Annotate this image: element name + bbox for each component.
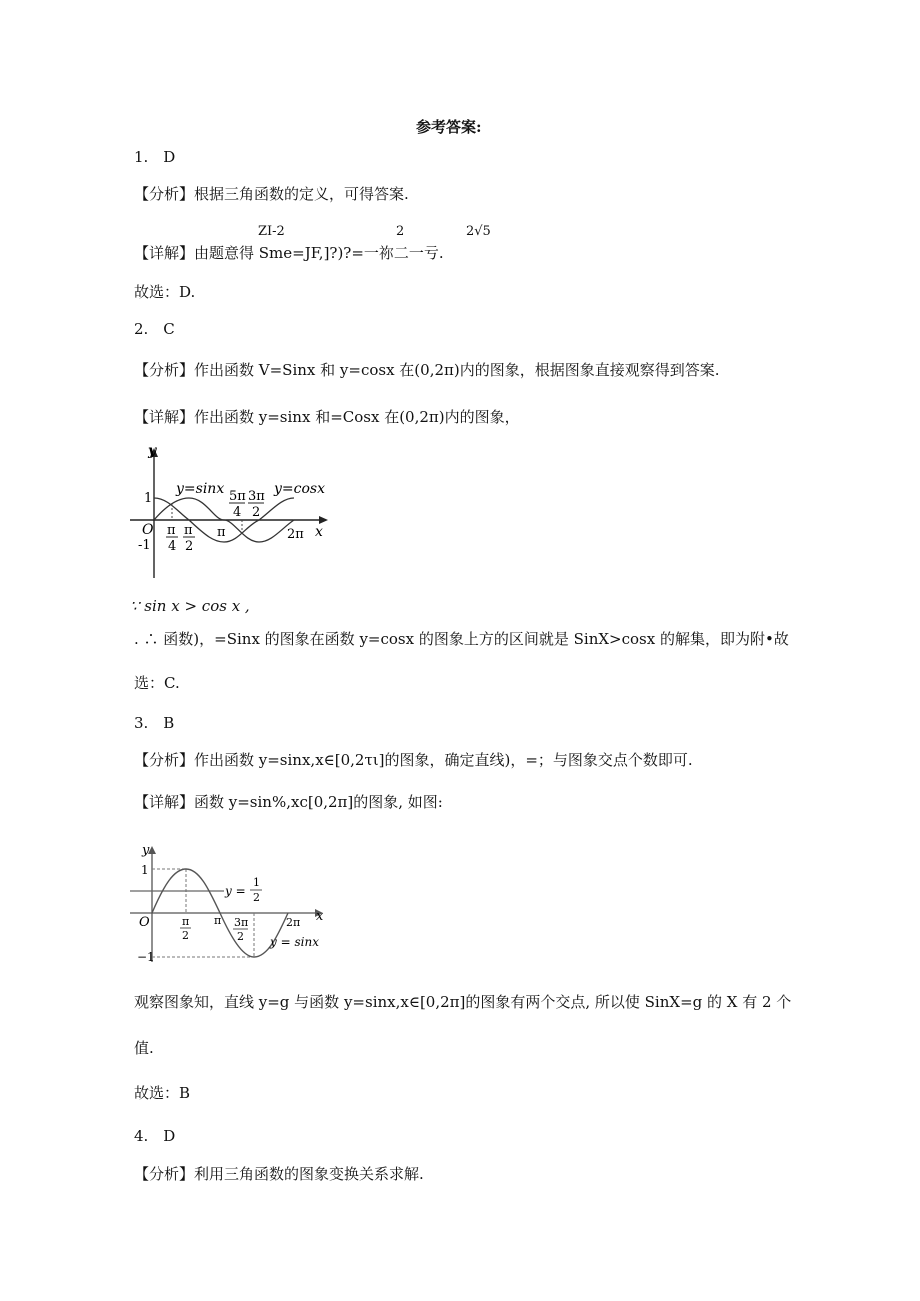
q3-detail: 【详解】函数 y=sin%,xc[0,2π]的图象, 如图: [134, 793, 443, 811]
q1-detail-top-1: ZI-2 [258, 224, 285, 239]
q2-5pi4-den: 4 [233, 505, 242, 520]
q1-detail-top-3: 2√5 [466, 224, 491, 239]
q2-conclusion-2: 选：C. [134, 674, 180, 692]
q2-sin-cos-graph [128, 440, 343, 585]
q1-analysis: 【分析】根据三角函数的定义，可得答案. [134, 185, 409, 203]
q3-x-label: x [316, 909, 324, 924]
q3-half-den: 2 [253, 891, 260, 904]
q2-detail: 【详解】作出函数 y=sinx 和=Cosx 在(0,2π)内的图象， [134, 408, 520, 426]
q2-neg-one: -1 [138, 538, 151, 553]
q3-neg-one: −1 [137, 950, 155, 964]
q3-number: 3. B [134, 714, 175, 732]
q2-number: 2. C [134, 320, 175, 338]
q1-detail-top-2: 2 [396, 224, 405, 239]
q1-detail: 【详解】由题意得 Sme=JF,]?)?=一祢二一亏. [134, 244, 444, 262]
q2-because: ∵ sin x > cos x , [130, 597, 250, 615]
q3-3pi2-num: 3π [234, 916, 249, 929]
q2-pi2-num: π [184, 523, 193, 538]
q4-analysis: 【分析】利用三角函数的图象变换关系求解. [134, 1165, 424, 1183]
q2-cos-label: y=cosx [274, 481, 325, 497]
q2-pi-label: π [217, 525, 226, 540]
q2-pi2-den: 2 [185, 539, 194, 554]
q3-answer: 故选：B [134, 1084, 191, 1102]
q3-sin-graph [128, 840, 338, 965]
q3-observe-2: 值. [134, 1039, 154, 1057]
q2-5pi4-num: 5π [229, 489, 246, 504]
q3-sin-label: y = sinx [270, 935, 319, 949]
q3-one: 1 [141, 863, 149, 877]
q2-3pi2-den: 2 [252, 505, 261, 520]
q2-pi4-num: π [167, 523, 176, 538]
q2-conclusion-1: . ∴ 函数)，=Sinx 的图象在函数 y=cosx 的图象上方的区间就是 SinX>cosx 的解集，即为附•故 [134, 630, 789, 648]
q3-2pi-label: 2π [286, 916, 301, 929]
q4-number: 4. D [134, 1127, 176, 1145]
q3-half-label: y = [225, 884, 246, 898]
q2-3pi2-num: 3π [248, 489, 265, 504]
q2-x-label: x [315, 524, 323, 540]
q2-x-arrow [319, 516, 328, 524]
q3-3pi2-den: 2 [237, 930, 244, 943]
q2-pi4-den: 4 [168, 539, 177, 554]
q2-sin-label: y=sinx [176, 481, 225, 497]
q3-pi2-den: 2 [182, 929, 189, 942]
page-title: 参考答案: [416, 118, 482, 136]
q3-observe-1: 观察图象知，直线 y=g 与函数 y=sinx,x∈[0,2π]的图象有两个交点, 所以使 SinX=g 的 X 有 2 个 [134, 993, 792, 1011]
q1-answer: 故选：D. [134, 283, 196, 301]
q3-y-label: y [142, 843, 150, 858]
q2-one: 1 [144, 491, 153, 506]
q2-y-label: y [148, 443, 157, 459]
q2-2pi-label: 2π [287, 527, 304, 542]
q1-number: 1. D [134, 148, 176, 166]
q2-origin: O [142, 522, 154, 538]
q3-pi-label: π [214, 914, 222, 927]
q3-half-num: 1 [253, 876, 260, 889]
q3-pi2-num: π [182, 915, 190, 928]
q3-origin: O [139, 915, 150, 930]
q2-analysis: 【分析】作出函数 V=Sinx 和 y=cosx 在(0,2π)内的图象，根据图象直接观察得到答案. [134, 361, 720, 379]
q3-analysis: 【分析】作出函数 y=sinx,x∈[0,2τι]的图象，确定直线)，=；与图象交点个数即可. [134, 751, 693, 769]
